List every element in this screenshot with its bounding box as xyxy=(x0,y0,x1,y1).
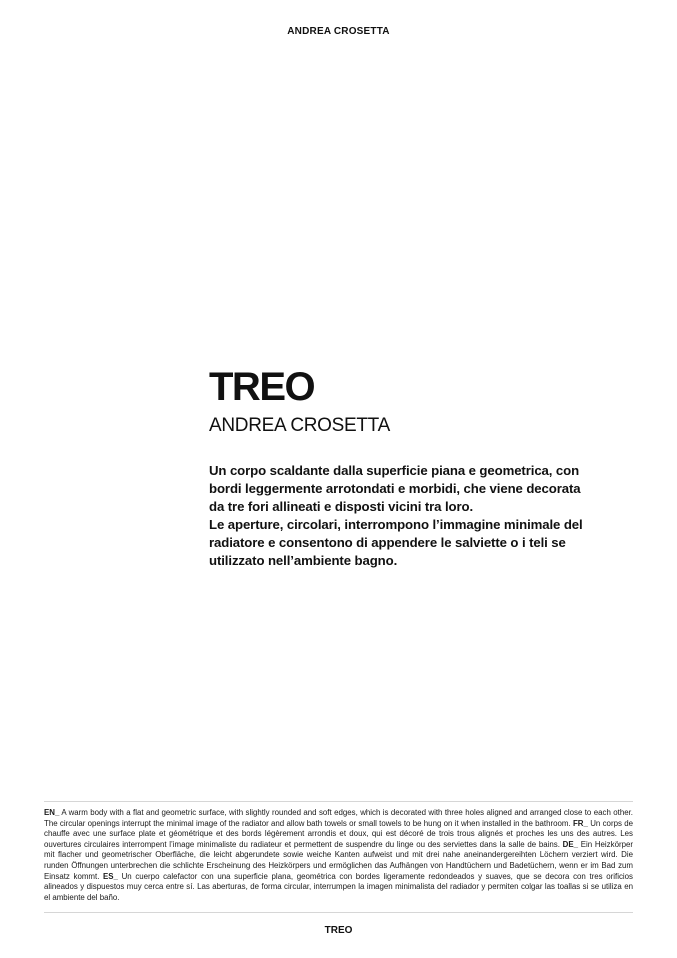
lang-code-en: EN_ xyxy=(44,808,60,817)
footer-title: TREO xyxy=(324,925,353,936)
description-paragraph-2: Le aperture, circolari, interrompono l’immagine minimale del radiatore e consentono di appendere le salviette o i teli se utilizzato nell’ambiente bagno. xyxy=(209,517,583,568)
product-description xyxy=(209,462,589,570)
product-intro xyxy=(209,364,609,570)
lang-code-es: ES_ xyxy=(103,871,118,881)
lang-text-es: Un cuerpo calefactor con una superficie plana, geométrica con bordes ligeramente redondeados y suaves, que se decora con tres orificios alineados y dispuestos muy cerca entre sí. Las aberturas, de forma circular, interrumpen la imagen minimalista del radiador y permiten colgar las toallas si se utiliza en el ambiente del baño. xyxy=(44,871,633,902)
lang-code-de: DE_ xyxy=(562,839,578,849)
multilingual-description xyxy=(44,808,633,903)
lang-code-fr: FR_ xyxy=(572,818,588,828)
product-designer: ANDREA CROSETTA xyxy=(209,415,390,436)
product-title: TREO xyxy=(209,365,315,409)
header-author: ANDREA CROSETTA xyxy=(287,26,390,37)
divider-top xyxy=(44,801,633,802)
lang-text-de: Ein Heizkörper mit flacher und geometrischer Oberfläche, die leicht abgerundete sowie weiche Kanten aufweist und mit drei nahe aneinandergereihten Löchern verziert wird. Die runden Öffnungen unterbrechen die schlichte Erscheinung des Heizkörpers und ermöglichen das Aufhängen von Handtüchern und Badetüchern, wenn er im Bad zum Einsatz kommt. xyxy=(44,839,633,881)
lang-text-en: A warm body with a flat and geometric surface, with slightly rounded and soft edges, which is decorated with three holes aligned and arranged close to each other. The circular openings interrupt the minimal image of the radiator and allow bath towels or small towels to be hung on it when installed in the bathroom. xyxy=(44,808,633,828)
lang-text-fr: Un corps de chauffe avec une surface plate et géométrique et des bords légèrement arrondis et doux, qui est décoré de trois trous alignés et proches les uns des autres. Les ouvertures circulaires interrompent l’image minimaliste du radiateur et permettent de suspendre du linge ou des serviettes dans la salle de bains. xyxy=(44,818,633,849)
divider-bottom xyxy=(44,912,633,913)
description-paragraph-1: Un corpo scaldante dalla superficie piana e geometrica, con bordi leggermente arrotondati e morbidi, che viene decorata da tre fori allineati e disposti vicini tra loro. xyxy=(209,463,581,514)
